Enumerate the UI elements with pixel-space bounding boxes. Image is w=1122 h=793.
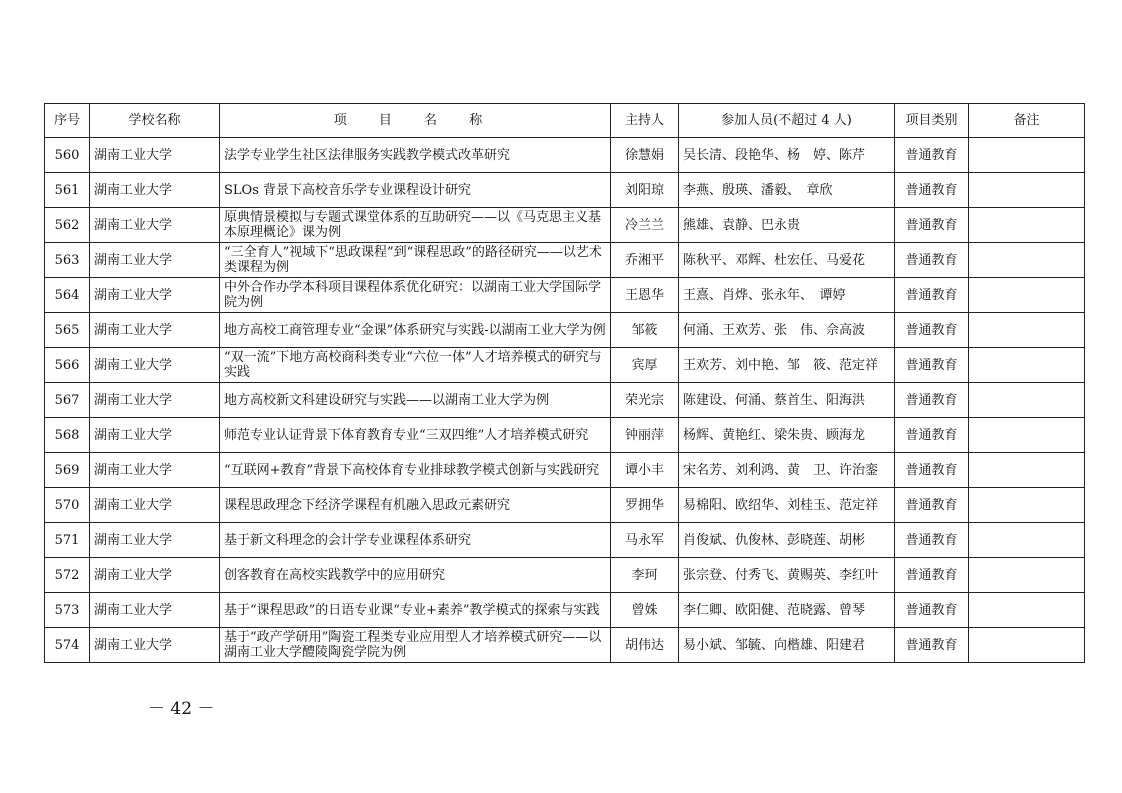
table-row [45,348,1085,383]
cell-no: 564 [45,278,90,313]
cell-host: 钟丽萍 [611,418,679,453]
cell-host: 谭小丰 [611,453,679,488]
cell-remark [969,348,1085,383]
cell-members: 王熹、肖烨、张永年、 谭婷 [679,278,895,313]
cell-school: 湖南工业大学 [90,628,220,663]
cell-project: “双一流”下地方高校商科类专业“六位一体”人才培养模式的研究与实践 [220,348,611,383]
table-row [45,558,1085,593]
cell-host: 马永军 [611,523,679,558]
cell-no: 574 [45,628,90,663]
cell-project: 原典情景模拟与专题式课堂体系的互助研究——以《马克思主义基本原理概论》课为例 [220,208,611,243]
cell-members: 吴长清、段艳华、杨 婷、陈芹 [679,138,895,173]
table-row [45,208,1085,243]
cell-host: 荣光宗 [611,383,679,418]
cell-category: 普通教育 [895,348,969,383]
cell-host: 刘阳琼 [611,173,679,208]
page-number: － 42 － [148,699,215,719]
project-table [44,103,1085,663]
cell-members: 王欢芳、刘中艳、邹 筱、范定祥 [679,348,895,383]
cell-school: 湖南工业大学 [90,243,220,278]
table-row [45,243,1085,278]
cell-school: 湖南工业大学 [90,173,220,208]
cell-members: 李燕、殷瑛、潘毅、 章欣 [679,173,895,208]
table-row [45,628,1085,663]
header-school: 学校名称 [90,104,220,138]
cell-school: 湖南工业大学 [90,383,220,418]
cell-project: “互联网+教育”背景下高校体育专业排球教学模式创新与实践研究 [220,453,611,488]
cell-category: 普通教育 [895,418,969,453]
cell-category: 普通教育 [895,488,969,523]
cell-category: 普通教育 [895,208,969,243]
table-row [45,453,1085,488]
cell-no: 571 [45,523,90,558]
cell-members: 何涌、王欢芳、张 伟、佘高波 [679,313,895,348]
cell-no: 570 [45,488,90,523]
cell-no: 569 [45,453,90,488]
cell-school: 湖南工业大学 [90,418,220,453]
cell-category: 普通教育 [895,628,969,663]
cell-category: 普通教育 [895,453,969,488]
header-members: 参加人员(不超过 4 人) [679,104,895,138]
table-row [45,278,1085,313]
cell-host: 罗拥华 [611,488,679,523]
cell-project: 基于新文科理念的会计学专业课程体系研究 [220,523,611,558]
cell-remark [969,558,1085,593]
cell-host: 乔湘平 [611,243,679,278]
cell-project: 地方高校工商管理专业“金课”体系研究与实践-以湖南工业大学为例 [220,313,611,348]
cell-host: 胡伟达 [611,628,679,663]
cell-no: 573 [45,593,90,628]
cell-project: 基于“政产学研用”陶瓷工程类专业应用型人才培养模式研究——以湖南工业大学醴陵陶瓷学院为例 [220,628,611,663]
cell-members: 李仁卿、欧阳健、范晓露、曾琴 [679,593,895,628]
cell-remark [969,173,1085,208]
cell-members: 易棉阳、欧绍华、刘桂玉、范定祥 [679,488,895,523]
cell-remark [969,313,1085,348]
cell-remark [969,628,1085,663]
cell-remark [969,593,1085,628]
cell-members: 杨辉、黄艳红、梁朱贵、顾海龙 [679,418,895,453]
cell-members: 熊雄、袁静、巴永贵 [679,208,895,243]
cell-project: 基于“课程思政”的日语专业课“专业+素养”教学模式的探索与实践 [220,593,611,628]
cell-category: 普通教育 [895,558,969,593]
header-host: 主持人 [611,104,679,138]
table-row [45,418,1085,453]
cell-school: 湖南工业大学 [90,278,220,313]
table-row [45,138,1085,173]
cell-host: 宾厚 [611,348,679,383]
cell-members: 张宗登、付秀飞、黄赐英、李红叶 [679,558,895,593]
cell-no: 567 [45,383,90,418]
cell-members: 宋名芳、刘利鸿、黄 卫、许治銮 [679,453,895,488]
cell-project: SLOs 背景下高校音乐学专业课程设计研究 [220,173,611,208]
cell-school: 湖南工业大学 [90,593,220,628]
cell-remark [969,278,1085,313]
header-category: 项目类别 [895,104,969,138]
table-row [45,488,1085,523]
cell-host: 冷兰兰 [611,208,679,243]
cell-no: 565 [45,313,90,348]
cell-remark [969,523,1085,558]
cell-school: 湖南工业大学 [90,523,220,558]
cell-remark [969,488,1085,523]
cell-no: 566 [45,348,90,383]
cell-project: 创客教育在高校实践教学中的应用研究 [220,558,611,593]
cell-remark [969,418,1085,453]
cell-remark [969,243,1085,278]
cell-project: 中外合作办学本科项目课程体系优化研究：以湖南工业大学国际学院为例 [220,278,611,313]
cell-no: 563 [45,243,90,278]
cell-school: 湖南工业大学 [90,208,220,243]
cell-host: 徐慧娟 [611,138,679,173]
cell-category: 普通教育 [895,243,969,278]
cell-remark [969,208,1085,243]
cell-remark [969,138,1085,173]
cell-category: 普通教育 [895,523,969,558]
cell-school: 湖南工业大学 [90,453,220,488]
cell-category: 普通教育 [895,278,969,313]
cell-project: 师范专业认证背景下体育教育专业“三双四维”人才培养模式研究 [220,418,611,453]
cell-no: 560 [45,138,90,173]
cell-members: 易小斌、邹毓、向楷雄、阳建君 [679,628,895,663]
cell-no: 562 [45,208,90,243]
header-remark: 备注 [969,104,1085,138]
cell-no: 572 [45,558,90,593]
cell-school: 湖南工业大学 [90,138,220,173]
header-project: 项 目 名 称 [220,104,611,138]
table-row [45,383,1085,418]
cell-category: 普通教育 [895,173,969,208]
cell-category: 普通教育 [895,593,969,628]
cell-remark [969,453,1085,488]
cell-host: 曾姝 [611,593,679,628]
cell-no: 568 [45,418,90,453]
header-no: 序号 [45,104,90,138]
cell-project: 法学专业学生社区法律服务实践教学模式改革研究 [220,138,611,173]
table-row [45,313,1085,348]
cell-category: 普通教育 [895,313,969,348]
cell-category: 普通教育 [895,383,969,418]
cell-project: 地方高校新文科建设研究与实践——以湖南工业大学为例 [220,383,611,418]
cell-school: 湖南工业大学 [90,558,220,593]
cell-host: 李珂 [611,558,679,593]
cell-school: 湖南工业大学 [90,348,220,383]
cell-host: 王恩华 [611,278,679,313]
table-row [45,593,1085,628]
table-row [45,173,1085,208]
cell-school: 湖南工业大学 [90,488,220,523]
cell-members: 陈建设、何涌、蔡首生、阳海洪 [679,383,895,418]
cell-members: 肖俊斌、仇俊林、彭晓莲、胡彬 [679,523,895,558]
cell-members: 陈秋平、邓辉、杜宏任、马爱花 [679,243,895,278]
header-row [45,104,1085,138]
cell-category: 普通教育 [895,138,969,173]
table-row [45,523,1085,558]
cell-host: 邹筱 [611,313,679,348]
cell-project: 课程思政理念下经济学课程有机融入思政元素研究 [220,488,611,523]
cell-project: “三全育人”视域下“思政课程”到“课程思政”的路径研究——以艺术类课程为例 [220,243,611,278]
cell-school: 湖南工业大学 [90,313,220,348]
cell-no: 561 [45,173,90,208]
cell-remark [969,383,1085,418]
